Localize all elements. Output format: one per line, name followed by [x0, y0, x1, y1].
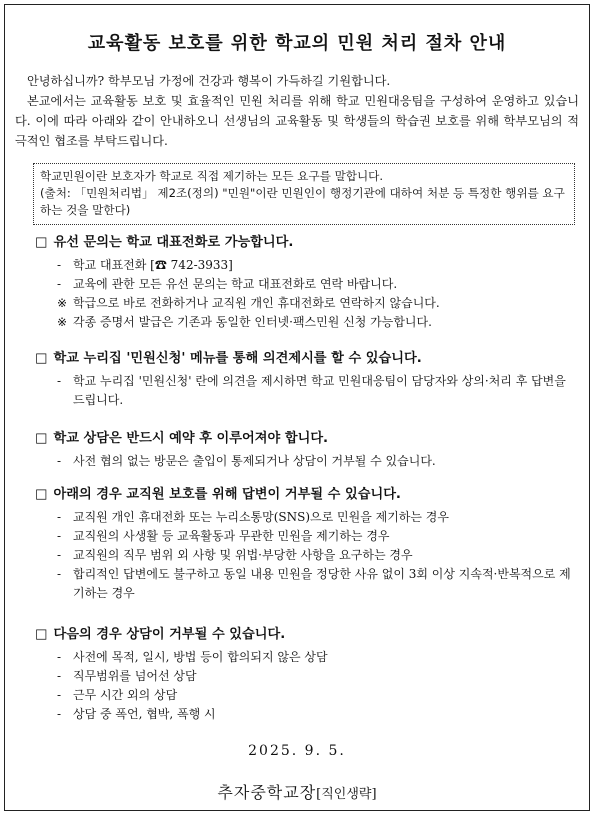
section-heading	[35, 349, 579, 369]
list-item	[57, 648, 579, 667]
dash-icon: -	[57, 277, 62, 291]
definition-line: 학교민원이란 보호자가 학교로 직접 제기하는 모든 요구를 말합니다.	[40, 169, 384, 183]
list-item	[57, 372, 579, 410]
dash-icon: -	[57, 258, 62, 272]
section-phone-inquiry	[35, 233, 579, 332]
dash-icon: -	[57, 529, 62, 543]
list-item	[57, 452, 579, 471]
checkbox-square-icon: □	[35, 627, 48, 642]
list-item	[57, 546, 579, 565]
notice-document	[4, 4, 590, 811]
list-item-text: 교직원의 직무 범위 외 사항 및 위법·부당한 사항을 요구하는 경우	[73, 548, 413, 562]
checkbox-square-icon: □	[35, 351, 48, 366]
checkbox-square-icon: □	[35, 235, 48, 250]
list-item	[57, 256, 579, 275]
section-heading-text: 학교 상담은 반드시 예약 후 이루어져야 합니다.	[53, 431, 329, 446]
section-heading	[35, 429, 579, 449]
list-item	[57, 275, 579, 294]
list-item-text: 합리적인 답변에도 불구하고 동일 내용 민원을 정당한 사유 없이 3회 이상 지속적·반복적으로 제기하는 경우	[73, 567, 571, 600]
section-heading-text: 학교 누리집 '민원신청' 메뉴를 통해 의견제시를 할 수 있습니다.	[53, 351, 422, 366]
list-item-text: 근무 시간 외의 상담	[73, 688, 178, 702]
section-refusal-counseling	[35, 625, 579, 724]
section-list	[35, 372, 579, 410]
dash-icon: -	[57, 567, 62, 581]
section-heading	[35, 625, 579, 645]
list-item	[57, 294, 579, 313]
document-title: 교육활동 보호를 위한 학교의 민원 처리 절차 안내	[87, 33, 507, 54]
list-item-text: 각종 증명서 발급은 기존과 동일한 인터넷·팩스민원 신청 가능합니다.	[73, 315, 432, 329]
list-item-text: 사전 협의 없는 방문은 출입이 통제되거나 상담이 거부될 수 있습니다.	[73, 454, 436, 468]
list-item-text: 학교 대표전화 [☎ 742-3933]	[73, 258, 233, 272]
list-item-text: 교육에 관한 모든 유선 문의는 학교 대표전화로 연락 바랍니다.	[73, 277, 398, 291]
checkbox-square-icon: □	[35, 431, 48, 446]
section-list	[35, 508, 579, 603]
section-heading-text: 다음의 경우 상담이 거부될 수 있습니다.	[53, 627, 286, 642]
list-item	[57, 667, 579, 686]
section-list	[35, 452, 579, 471]
section-website-request	[35, 349, 579, 410]
dash-icon: -	[57, 454, 62, 468]
principal-signature: 추자중학교장	[217, 783, 317, 802]
list-item-text: 직무범위를 넘어선 상담	[73, 669, 197, 683]
dash-icon: -	[57, 669, 62, 683]
definition-box	[33, 163, 575, 225]
section-list	[35, 648, 579, 724]
section-list	[35, 256, 579, 332]
list-item	[57, 686, 579, 705]
dash-icon: -	[57, 510, 62, 524]
dash-icon: -	[57, 374, 62, 388]
section-appointment	[35, 429, 579, 471]
intro-greeting: 안녕하십니까? 학부모님 가정에 건강과 행복이 가득하길 기원합니다.	[27, 74, 391, 88]
intro-text	[15, 71, 579, 151]
dash-icon: -	[57, 650, 62, 664]
list-item	[57, 565, 579, 603]
section-heading-text: 아래의 경우 교직원 보호를 위해 답변이 거부될 수 있습니다.	[53, 487, 401, 502]
reference-mark-icon: ※	[57, 315, 68, 329]
dash-icon: -	[57, 688, 62, 702]
list-item	[57, 705, 579, 724]
list-item-text: 사전에 목적, 일시, 방법 등이 합의되지 않은 상담	[73, 650, 328, 664]
list-item-text: 교직원 개인 휴대전화 또는 누리소통망(SNS)으로 민원을 제기하는 경우	[73, 510, 449, 524]
seal-omitted-note: [직인생략]	[316, 787, 377, 802]
section-heading-text: 유선 문의는 학교 대표전화로 가능합니다.	[53, 235, 294, 250]
list-item-text: 학급으로 바로 전화하거나 교직원 개인 휴대전화로 연락하지 않습니다.	[73, 296, 440, 310]
section-heading	[35, 485, 579, 505]
document-date: 2025. 9. 5.	[248, 743, 346, 759]
list-item	[57, 508, 579, 527]
dash-icon: -	[57, 548, 62, 562]
dash-icon: -	[57, 707, 62, 721]
list-item-text: 교직원의 사생활 등 교육활동과 무관한 민원을 제기하는 경우	[73, 529, 390, 543]
list-item	[57, 527, 579, 546]
checkbox-square-icon: □	[35, 487, 48, 502]
section-heading	[35, 233, 579, 253]
intro-body: 본교에서는 교육활동 보호 및 효율적인 민원 처리를 위해 학교 민원대응팀을 구성하여 운영하고 있습니다. 이에 따라 아래와 같이 안내하오니 선생님의 교육활동 및 학생들의 학습권 보호를 위해 학부모님의 적극적인 협조를 부탁드립니다.	[15, 94, 579, 148]
signature-block	[5, 780, 589, 803]
list-item-text: 학교 누리집 '민원신청' 란에 의견을 제시하면 학교 민원대응팀이 담당자와 상의·처리 후 답변을 드립니다.	[73, 374, 566, 407]
list-item	[57, 313, 579, 332]
definition-source: (출처: 「민원처리법」 제2조(정의) "민원"이란 민원인이 행정기관에 대하여 처분 등 특정한 행위를 요구하는 것을 말한다)	[40, 186, 565, 217]
reference-mark-icon: ※	[57, 296, 68, 310]
list-item-text: 상담 중 폭언, 협박, 폭행 시	[73, 707, 216, 721]
section-refusal-protection	[35, 485, 579, 603]
